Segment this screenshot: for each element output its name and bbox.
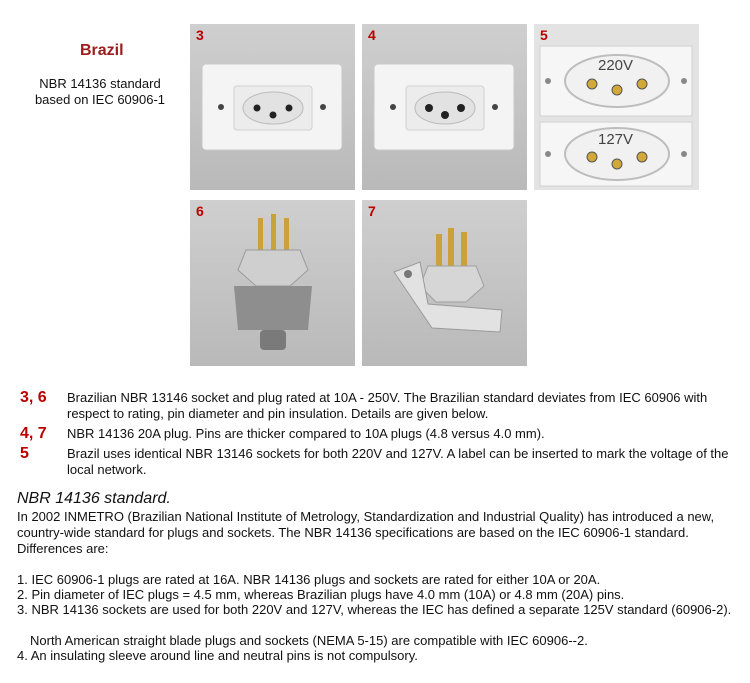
- photo-tile-4: [362, 24, 527, 190]
- socket-10a-image: [190, 24, 355, 190]
- section-title: NBR 14136 standard.: [17, 490, 171, 507]
- section-intro: In 2002 INMETRO (Brazilian National Institute of Metrology, Standardization and Industrial Quality) has introduced a new, country-wide standard for plugs and sockets. The NBR 14136 specifications are based on the IEC 60906-1 standard. Differences are:: [17, 509, 715, 556]
- tile-number-5: 5: [540, 27, 548, 43]
- difference-item-4: 4. An insulating sleeve around line and neutral pins is not compulsory.: [17, 648, 418, 663]
- labelled-sockets-image: [534, 24, 699, 190]
- photo-tile-5: [534, 24, 699, 190]
- legend-key: 3, 6: [20, 389, 47, 406]
- legend-item-5: [20, 446, 735, 478]
- legend-item-3-6: [20, 390, 735, 422]
- legend-text: Brazil uses identical NBR 13146 sockets for both 220V and 127V. A label can be inserted to mark the voltage of the local network.: [67, 446, 729, 477]
- tile-number-7: 7: [368, 203, 376, 219]
- difference-item-1: 1. IEC 60906-1 plugs are rated at 16A. NBR 14136 plugs and sockets are rated for either 10A or 20A.: [17, 572, 601, 587]
- country-title: Brazil: [80, 42, 124, 59]
- tile-number-6: 6: [196, 203, 204, 219]
- difference-item-3: 3. NBR 14136 sockets are used for both 220V and 127V, whereas the IEC has defined a separate 125V standard (60906-2).: [17, 602, 732, 617]
- tile-number-4: 4: [368, 27, 376, 43]
- voltage-label-127: 127V: [598, 131, 634, 148]
- plug-10a-image: [190, 200, 355, 366]
- photo-tile-7: [362, 200, 527, 366]
- tile-number-3: 3: [196, 27, 204, 43]
- plug-20a-image: [362, 200, 527, 366]
- legend-key: 5: [20, 445, 29, 462]
- photo-tile-3: [190, 24, 355, 190]
- difference-item-3-note: North American straight blade plugs and sockets (NEMA 5-15) are compatible with IEC 60906--2.: [30, 633, 588, 648]
- legend-key: 4, 7: [20, 425, 47, 442]
- socket-20a-image: [362, 24, 527, 190]
- voltage-label-220: 220V: [598, 57, 634, 74]
- photo-tile-6: [190, 200, 355, 366]
- legend-text: NBR 14136 20A plug. Pins are thicker compared to 10A plugs (4.8 versus 4.0 mm).: [67, 426, 545, 441]
- legend-text: Brazilian NBR 13146 socket and plug rated at 10A - 250V. The Brazilian standard deviates from IEC 60906 with respect to rating, pin diameter and pin insulation. Details are given below.: [67, 390, 708, 421]
- difference-item-2: 2. Pin diameter of IEC plugs = 4.5 mm, whereas Brazilian plugs have 4.0 mm (10A) or 4.8 mm (20A) pins.: [17, 587, 625, 602]
- legend-item-4-7: [20, 426, 735, 442]
- standard-note: NBR 14136 standard based on IEC 60906-1: [34, 76, 166, 107]
